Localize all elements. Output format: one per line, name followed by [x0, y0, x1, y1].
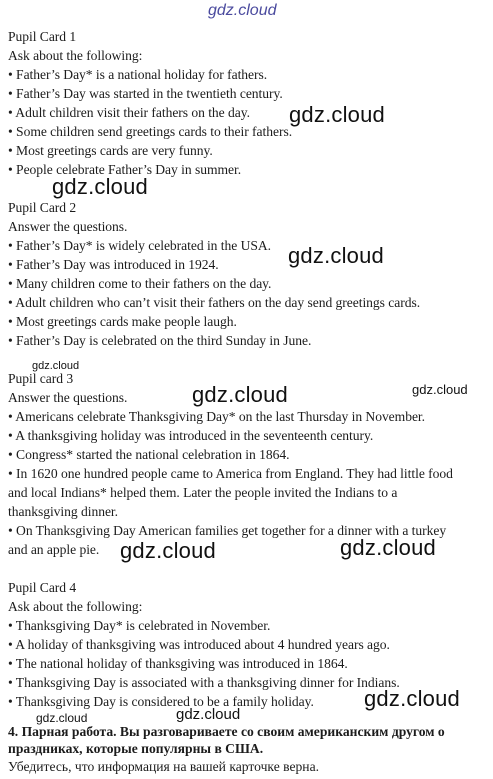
list-item: • In 1620 one hundred people came to America from England. They had little food — [8, 466, 453, 481]
list-item: • Father’s Day was introduced in 1924. — [8, 257, 219, 272]
list-item: • On Thanksgiving Day American families get together for a dinner with a turkey — [8, 523, 447, 538]
list-item: • Adult children who can’t visit their fathers on the day send greetings cards. — [8, 295, 421, 310]
list-item: • A thanksgiving holiday was introduced in the seventeenth century. — [8, 428, 374, 443]
list-item: • Americans celebrate Thanksgiving Day* on the last Thursday in November. — [8, 409, 425, 424]
list-item: • Most greetings cards make people laugh. — [8, 314, 237, 329]
watermark: gdz.cloud — [120, 538, 216, 563]
watermark: gdz.cloud — [192, 382, 288, 407]
list-item: • Thanksgiving Day* is celebrated in November. — [8, 618, 271, 633]
list-item: • Father’s Day* is a national holiday for fathers. — [8, 67, 268, 82]
pupil-card-4 — [8, 578, 400, 711]
card-title: Pupil card 3 — [8, 371, 74, 386]
list-item: • Some children send greetings cards to their fathers. — [8, 124, 293, 139]
list-item: • Father’s Day* is widely celebrated in the USA. — [8, 238, 271, 253]
pupil-card-1 — [8, 27, 292, 179]
watermark: gdz.cloud — [288, 243, 384, 268]
watermark: gdz.cloud — [412, 382, 468, 397]
watermark: gdz.cloud — [208, 2, 277, 19]
task-heading-line-1: 4. Парная работа. Вы разговариваете со своим американским другом о — [8, 724, 445, 739]
list-item: • People celebrate Father’s Day in summer. — [8, 162, 242, 177]
card-title: Pupil Card 4 — [8, 580, 77, 595]
list-item: • The national holiday of thanksgiving was introduced in 1864. — [8, 656, 348, 671]
card-instruction: Ask about the following: — [8, 48, 143, 63]
list-item: • Thanksgiving Day is associated with a thanksgiving dinner for Indians. — [8, 675, 400, 690]
pupil-card-2 — [8, 198, 420, 350]
list-item: • Many children come to their fathers on the day. — [8, 276, 272, 291]
list-item: • Father’s Day was started in the twentieth century. — [8, 86, 283, 101]
task-subtext: Убедитесь, что информация на вашей карточке верна. — [8, 759, 319, 774]
list-item: • Most greetings cards are very funny. — [8, 143, 213, 158]
task-block — [8, 723, 445, 776]
list-item: • A holiday of thanksgiving was introduced about 4 hundred years ago. — [8, 637, 390, 652]
list-item: • Father’s Day is celebrated on the third Sunday in June. — [8, 333, 312, 348]
card-title: Pupil Card 1 — [8, 29, 77, 44]
watermark: gdz.cloud — [364, 686, 460, 711]
watermark: gdz.cloud — [176, 706, 241, 723]
watermark: gdz.cloud — [289, 102, 385, 127]
watermark: gdz.cloud — [52, 174, 148, 199]
list-item-continued: and an apple pie. — [8, 542, 100, 557]
card-instruction: Ask about the following: — [8, 599, 143, 614]
watermark: gdz.cloud — [32, 360, 80, 372]
card-title: Pupil Card 2 — [8, 200, 77, 215]
card-instruction: Answer the questions. — [8, 219, 128, 234]
list-item: • Congress* started the national celebration in 1864. — [8, 447, 290, 462]
list-item-continued: thanksgiving dinner. — [8, 504, 119, 519]
task-heading-line-2: праздниках, которые популярны в США. — [8, 741, 264, 756]
list-item: • Adult children visit their fathers on the day. — [8, 105, 250, 120]
card-instruction: Answer the questions. — [8, 390, 128, 405]
list-item-continued: and local Indians* helped them. Later the people invited the Indians to a — [8, 485, 398, 500]
pupil-card-3 — [8, 369, 453, 559]
watermark: gdz.cloud — [340, 535, 436, 560]
watermark: gdz.cloud — [36, 711, 88, 725]
list-item: • Thanksgiving Day is considered to be a family holiday. — [8, 694, 314, 709]
